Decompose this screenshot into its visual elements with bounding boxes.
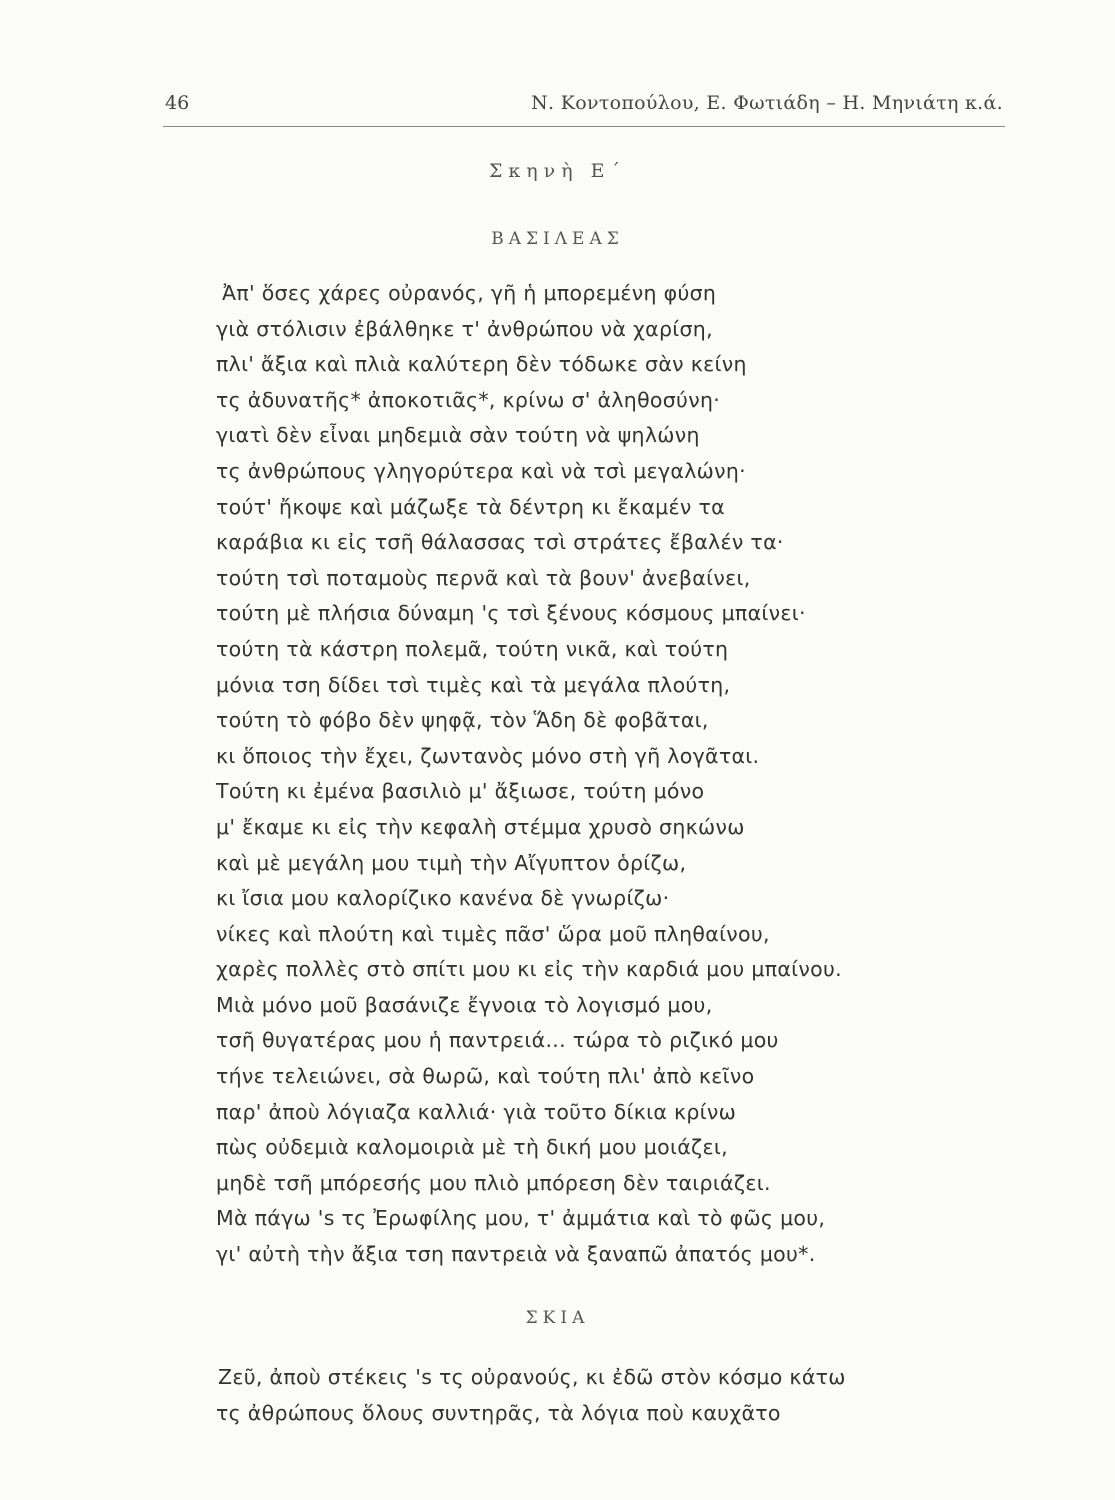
verse-line: γιατὶ δὲν εἶναι μηδεμιὰ σὰν τούτη νὰ ψηλώνη [216, 423, 700, 448]
verse-line: πλι' ἄξια καὶ πλιὰ καλύτερη δὲν τόδωκε σὰν κείνη [216, 352, 747, 377]
verse-line: χαρὲς πολλὲς στὸ σπίτι μου κι εἰς τὴν καρδιά μου μπαίνου. [216, 957, 842, 982]
verse-line: τς ἀδυνατῆς* ἀποκοτιᾶς*, κρίνω σ' ἀληθοσύνη· [216, 387, 721, 412]
verse-block [216, 1360, 1016, 1431]
verse-line: τήνε τελειώνει, σὰ θωρῶ, καὶ τούτη πλι' ἀπὸ κεῖνο [216, 1064, 755, 1089]
page-number: 46 [165, 92, 190, 114]
verse-line: τς ἀνθρώπους γληγορύτερα καὶ νὰ τσὶ μεγαλώνη· [216, 458, 746, 483]
scene-title: Σκηνὴ Ε΄ [488, 160, 627, 182]
running-head: Ν. Κοντοπούλου, Ε. Φωτιάδη – Η. Μηνιάτη κ.ά. [531, 92, 1003, 114]
verse-line: τς ἀθρώπους ὅλους συντηρᾶς, τὰ λόγια ποὺ καυχᾶτο [216, 1400, 781, 1425]
page-header [165, 92, 1003, 120]
header-rule [163, 126, 1005, 127]
speaker-name: ΣΚΙΑ [525, 1308, 590, 1328]
verse-line: τούτη μὲ πλήσια δύναμη 'ς τσὶ ξένους κόσμους μπαίνει· [216, 601, 806, 626]
verse-line: πὼς οὐδεμιὰ καλομοιριὰ μὲ τὴ δική μου μοιάζει, [216, 1135, 728, 1160]
verse-line: Ἀπ' ὅσες χάρες οὐρανός, γῆ ἡ μπορεμένη φύση [222, 281, 717, 305]
speaker-name: ΒΑΣΙΛΕΑΣ [491, 229, 624, 249]
verse-line: Ζεῦ, ἀποὺ στέκεις 's τς οὐρανούς, κι ἐδῶ στὸν κόσμο κάτω [218, 1365, 846, 1389]
verse-line: τούτη τὰ κάστρη πολεμᾶ, τούτη νικᾶ, καὶ τούτη [216, 636, 729, 661]
verse-line: τούτη τσὶ ποταμοὺς περνᾶ καὶ τὰ βουν' ἀνεβαίνει, [216, 565, 751, 590]
verse-line: κι ἴσια μου καλορίζικο κανένα δὲ γνωρίζω· [216, 886, 670, 911]
verse-line: τσῆ θυγατέρας μου ἡ παντρειά... τώρα τὸ ριζικό μου [216, 1028, 779, 1053]
verse-line: καράβια κι εἰς τσῆ θάλασσας τσὶ στράτες ἔβαλέν τα· [216, 530, 784, 555]
verse-line: τούτ' ἤκοψε καὶ μάζωξε τὰ δέντρη κι ἔκαμέν τα [216, 494, 725, 519]
verse-block [216, 276, 1016, 1273]
verse-line: Τούτη κι ἐμένα βασιλιὸ μ' ἄξιωσε, τούτη μόνο [216, 779, 705, 804]
verse-line: Μιὰ μόνο μοῦ βασάνιζε ἔγνοια τὸ λογισμό μου, [216, 992, 713, 1017]
verse-line: μόνια τση δίδει τσὶ τιμὲς καὶ τὰ μεγάλα πλούτη, [216, 672, 731, 697]
verse-line: Μὰ πάγω 's τς Ἐρωφίλης μου, τ' ἀμμάτια καὶ τὸ φῶς μου, [216, 1206, 826, 1231]
verse-line: κι ὅποιος τὴν ἔχει, ζωντανὸς μόνο στὴ γῆ λογᾶται. [216, 743, 760, 768]
verse-line: μ' ἔκαμε κι εἰς τὴν κεφαλὴ στέμμα χρυσὸ σηκώνω [216, 814, 745, 839]
verse-line: γιὰ στόλισιν ἐβάλθηκε τ' ἀνθρώπου νὰ χαρίση, [216, 316, 713, 341]
verse-line: παρ' ἀποὺ λόγιαζα καλλιά· γιὰ τοῦτο δίκια κρίνω [216, 1099, 737, 1124]
verse-line: νίκες καὶ πλούτη καὶ τιμὲς πᾶσ' ὥρα μοῦ πληθαίνου, [216, 921, 770, 946]
verse-line: καὶ μὲ μεγάλη μου τιμὴ τὴν Αἴγυπτον ὁρίζω, [216, 850, 687, 875]
verse-line: τούτη τὸ φόβο δὲν ψηφᾷ, τὸν Ἅδη δὲ φοβᾶται, [216, 708, 709, 733]
verse-line: μηδὲ τσῆ μπόρεσής μου πλιὸ μπόρεση δὲν ταιριάζει. [216, 1170, 771, 1195]
verse-line: γι' αὐτὴ τὴν ἄξια τση παντρειὰ νὰ ξαναπῶ ἀπατός μου*. [216, 1242, 816, 1267]
